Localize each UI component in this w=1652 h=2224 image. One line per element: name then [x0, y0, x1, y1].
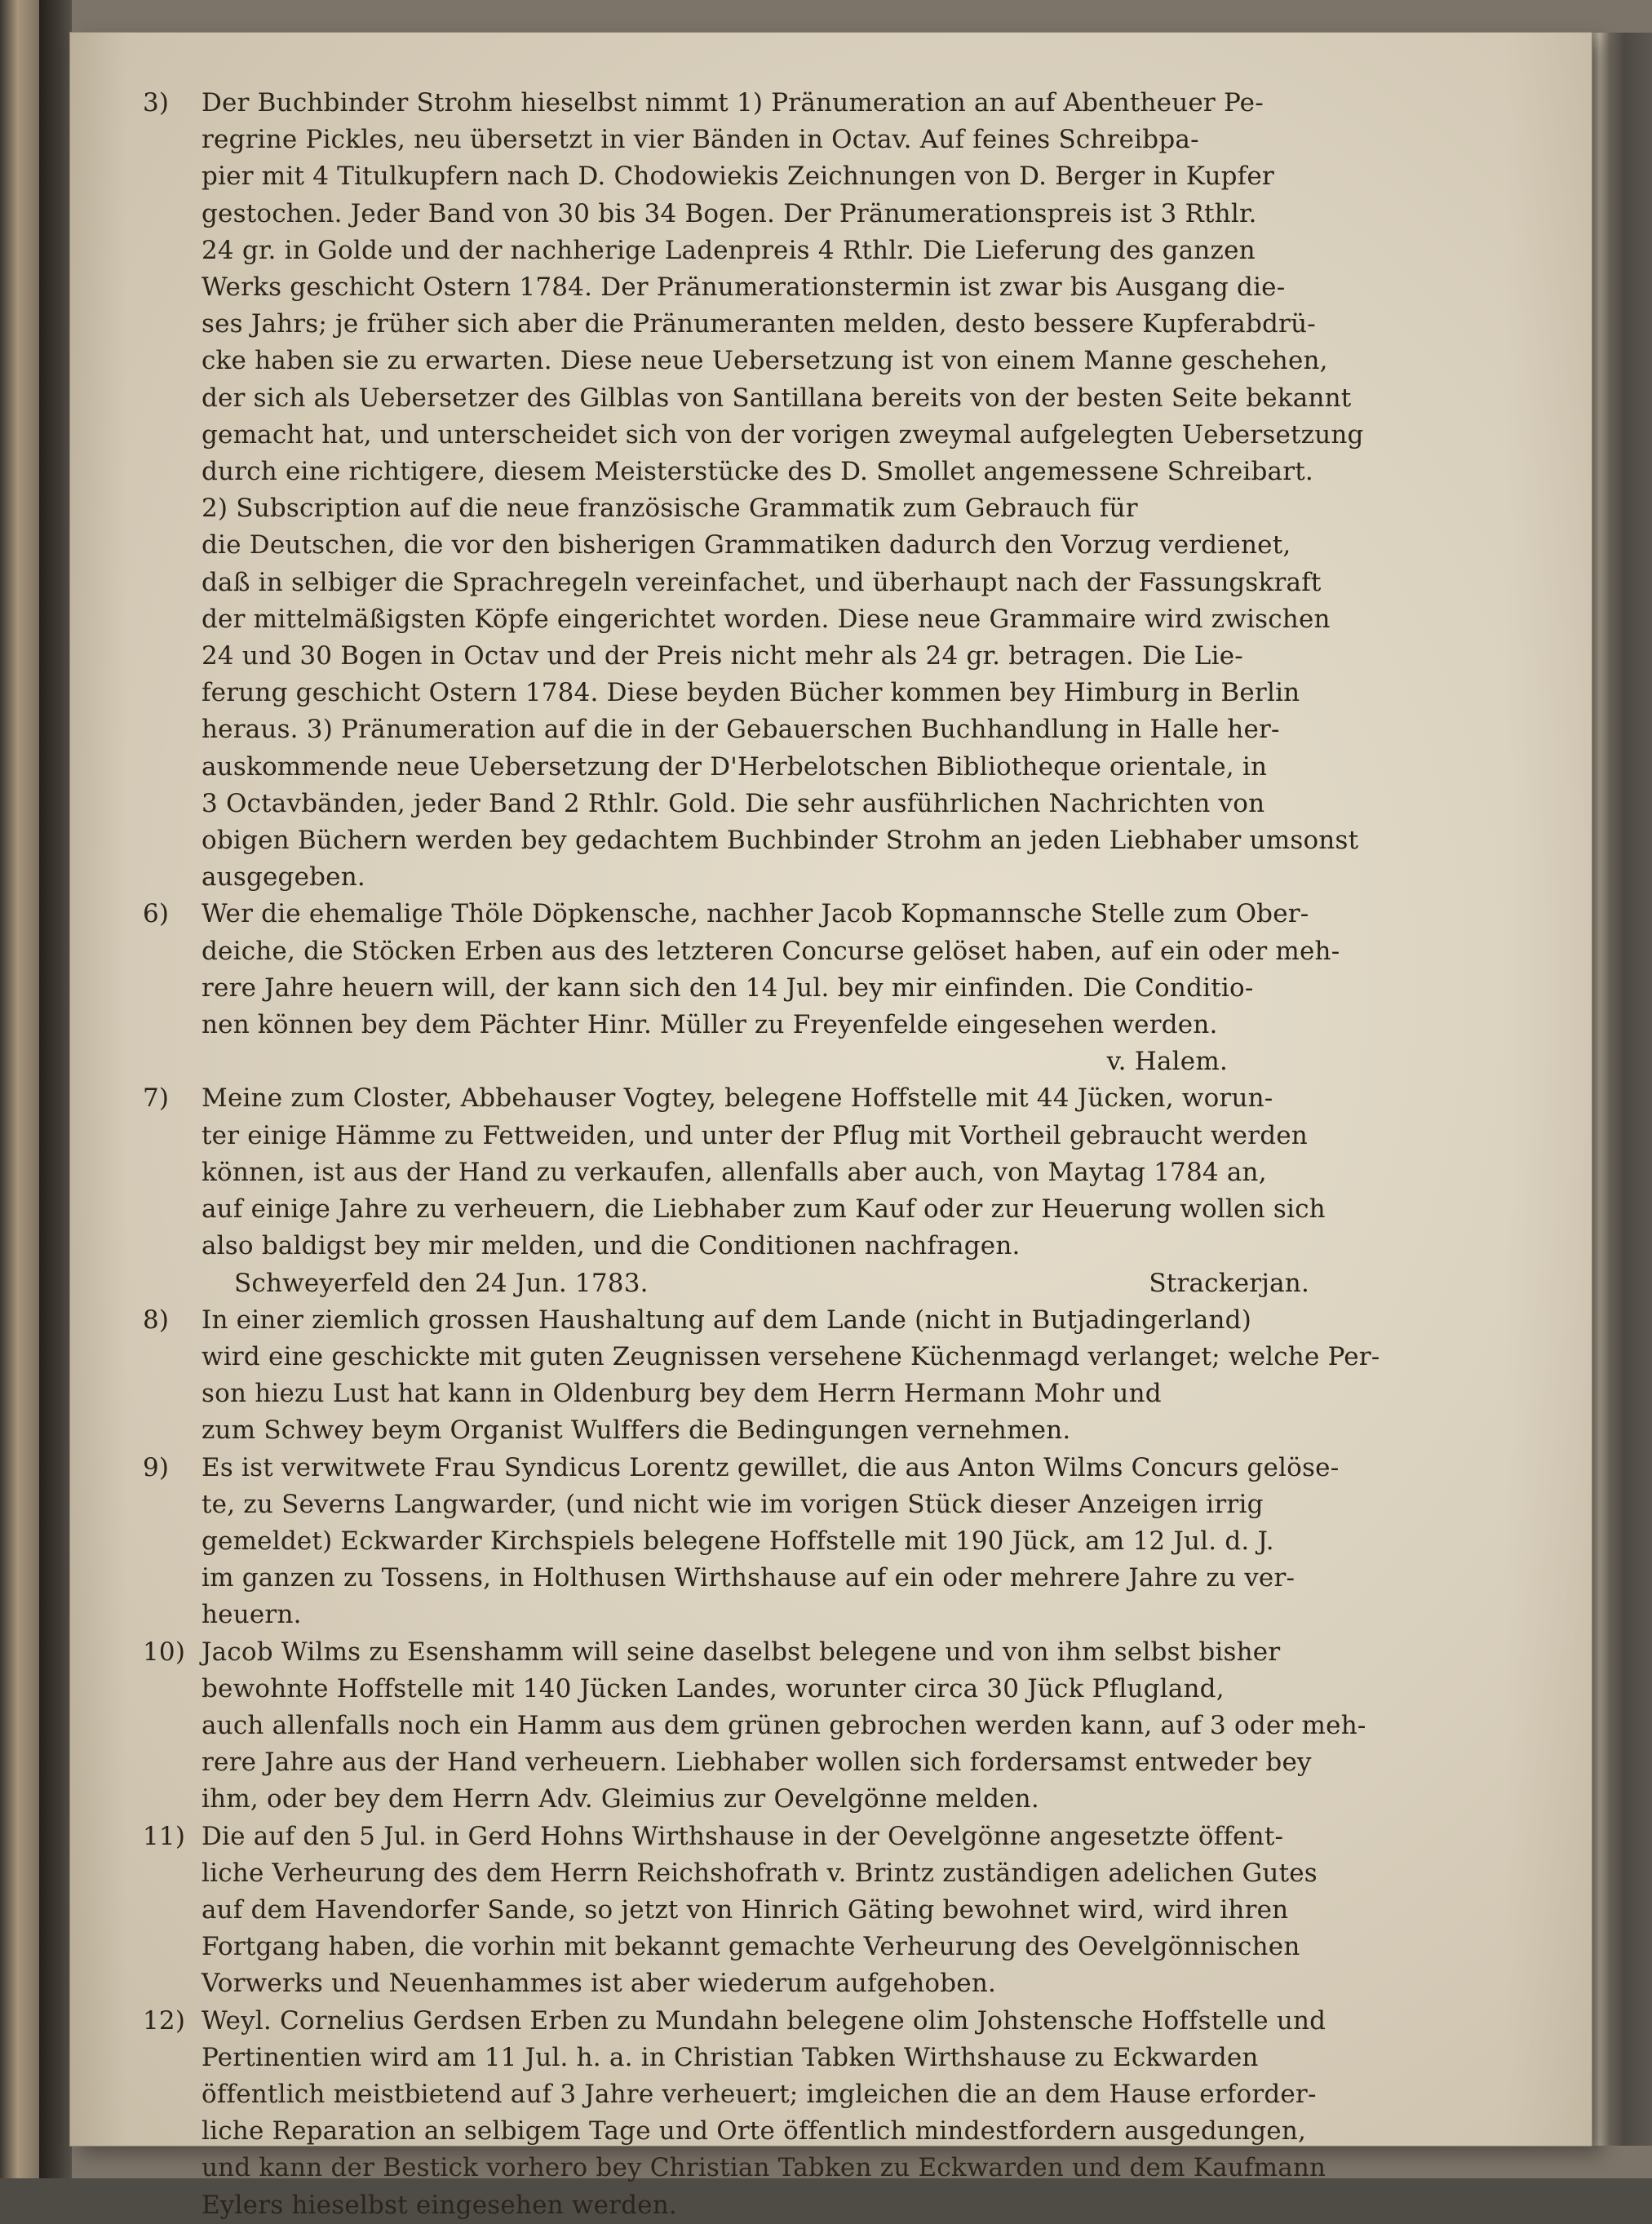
text-line: 3 Octavbänden, jeder Band 2 Rthlr. Gold. Die sehr ausführlichen Nachrichten von [202, 788, 1265, 818]
previous-page-edge [0, 0, 39, 2178]
signature: Strackerjan. [1149, 1268, 1309, 1298]
text-line: bewohnte Hoffstelle mit 140 Jücken Landes, worunter circa 30 Jück Pflugland, [202, 1673, 1225, 1703]
text-line: 2) Subscription auf die neue französische Grammatik zum Gebrauch für [202, 494, 1138, 524]
text-line: Der Buchbinder Strohm hieselbst nimmt 1) Pränumeration an auf Abentheuer Pe- [202, 88, 1264, 117]
page-stack-edge [1592, 33, 1652, 2146]
text-line: nen können bey dem Pächter Hinr. Müller zu Freyenfelde eingesehen werden. [202, 1010, 1218, 1040]
text-line: 24 gr. in Golde und der nachherige Ladenpreis 4 Rthlr. Die Lieferung des ganzen [202, 235, 1256, 265]
text-line: 24 und 30 Bogen in Octav und der Preis nicht mehr als 24 gr. betragen. Die Lie- [202, 641, 1243, 671]
binding-gutter [39, 0, 72, 2178]
entry-number: 9) [143, 1452, 170, 1482]
text-line: gemacht hat, und unterscheidet sich von der vorigen zweymal aufgelegten Uebersetzung [202, 419, 1364, 450]
notice-entry [143, 1302, 1380, 1450]
text-line: ses Jahrs; je früher sich aber die Pränumeranten melden, desto bessere Kupferabdrü- [202, 309, 1316, 339]
text-line: Die auf den 5 Jul. in Gerd Hohns Wirthshause in der Oevelgönne angesetzte öffent- [202, 1821, 1284, 1851]
text-line: ferung geschicht Ostern 1784. Diese beyden Bücher kommen bey Himburg in Berlin [202, 678, 1300, 708]
text-line: also baldigst bey mir melden, und die Conditionen nachfragen. [202, 1231, 1021, 1261]
text-line: durch eine richtigere, diesem Meisterstücke des D. Smollet angemessene Schreibart. [202, 457, 1313, 487]
text-line: In einer ziemlich grossen Haushaltung auf dem Lande (nicht in Butjadingerland) [202, 1305, 1252, 1335]
text-line: heraus. 3) Pränumeration auf die in der Gebauerschen Buchhandlung in Halle her- [202, 715, 1280, 745]
text-line: Vorwerks und Neuenhammes ist aber wiederum aufgehoben. [202, 1969, 997, 1999]
notice-entry [143, 896, 1340, 1080]
text-line: ausgegeben. [202, 862, 365, 893]
text-line: rere Jahre aus der Hand verheuern. Liebhaber wollen sich fordersamst entweder bey [202, 1748, 1312, 1778]
notice-entry [143, 2003, 1326, 2224]
text-line: auf einige Jahre zu verheuern, die Liebhaber zum Kauf oder zur Heuerung wollen sich [202, 1194, 1326, 1225]
notice-entry [143, 1080, 1326, 1301]
text-line: wird eine geschickte mit guten Zeugnissen versehene Küchenmagd verlanget; welche Per- [202, 1341, 1380, 1371]
text-line: cke haben sie zu erwarten. Diese neue Uebersetzung ist von einem Manne geschehen, [202, 346, 1328, 376]
entry-number: 6) [143, 899, 170, 929]
dateline-row [202, 1265, 1326, 1302]
text-line: zum Schwey beym Organist Wulffers die Bedingungen vernehmen. [202, 1415, 1071, 1446]
text-line: te, zu Severns Langwarder, (und nicht wie im vorigen Stück dieser Anzeigen irrig [202, 1489, 1264, 1519]
text-line: der mittelmäßigsten Köpfe eingerichtet worden. Diese neue Grammaire wird zwischen [202, 604, 1331, 634]
text-line: heuern. [202, 1600, 302, 1630]
text-line: Es ist verwitwete Frau Syndicus Lorentz gewillet, die aus Anton Wilms Concurs gelöse- [202, 1452, 1340, 1482]
entry-number: 8) [143, 1305, 170, 1335]
entry-number: 11) [143, 1821, 186, 1851]
entry-number: 12) [143, 2005, 186, 2036]
text-line: liche Verheurung des dem Herrn Reichshofrath v. Brintz zuständigen adelichen Gutes [202, 1858, 1318, 1888]
text-line: obigen Büchern werden bey gedachtem Buchbinder Strohm an jeden Liebhaber umsonst [202, 826, 1359, 856]
notice-entry [143, 1450, 1340, 1634]
text-line: der sich als Uebersetzer des Gilblas von Santillana bereits von der besten Seite bekannt [202, 383, 1352, 413]
notice-entry [143, 1819, 1326, 2003]
entry-number: 7) [143, 1083, 170, 1114]
text-line: Jacob Wilms zu Esenshamm will seine daselbst belegene und von ihm selbst bisher [202, 1637, 1281, 1667]
text-line: Meine zum Closter, Abbehauser Vogtey, belegene Hoffstelle mit 44 Jücken, worun- [202, 1083, 1273, 1114]
text-line: ter einige Hämme zu Fettweiden, und unter der Pflug mit Vortheil gebraucht werden [202, 1120, 1308, 1150]
text-line: son hiezu Lust hat kann in Oldenburg bey dem Herrn Hermann Mohr und [202, 1379, 1162, 1409]
text-line: Wer die ehemalige Thöle Döpkensche, nachher Jacob Kopmannsche Stelle zum Ober- [202, 899, 1309, 929]
text-line: Weyl. Cornelius Gerdsen Erben zu Mundahn belegene olim Johstensche Hoffstelle und [202, 2005, 1326, 2036]
text-line: gestochen. Jeder Band von 30 bis 34 Bogen. Der Pränumerationspreis ist 3 Rthlr. [202, 198, 1257, 228]
text-line: Fortgang haben, die vorhin mit bekannt gemachte Verheurung des Oevelgönnischen [202, 1932, 1300, 1962]
text-line: und kann der Bestick vorhero bey Christian Tabken zu Eckwarden und dem Kaufmann [202, 2153, 1326, 2183]
text-line: auch allenfalls noch ein Hamm aus dem grünen gebrochen werden kann, auf 3 oder meh- [202, 1710, 1366, 1740]
notice-entry [143, 85, 1364, 896]
text-line: Eylers hieselbst eingesehen werden. [202, 2190, 677, 2220]
text-line: liche Reparation an selbigem Tage und Orte öffentlich mindestfordern ausgedungen, [202, 2116, 1307, 2146]
text-line: die Deutschen, die vor den bisherigen Grammatiken dadurch den Vorzug verdienet, [202, 530, 1291, 560]
entry-number: 10) [143, 1637, 186, 1667]
text-line: Pertinentien wird am 11 Jul. h. a. in Christian Tabken Wirthshause zu Eckwarden [202, 2042, 1259, 2072]
text-line: können, ist aus der Hand zu verkaufen, allenfalls aber auch, von Maytag 1784 an, [202, 1157, 1267, 1187]
notice-text-block [143, 85, 1380, 2224]
text-line: im ganzen zu Tossens, in Holthusen Wirthshause auf ein oder mehrere Jahre zu ver- [202, 1563, 1295, 1593]
text-line: pier mit 4 Titulkupfern nach D. Chodowiekis Zeichnungen von D. Berger in Kupfer [202, 162, 1274, 192]
text-line: gemeldet) Eckwarder Kirchspiels belegene Hoffstelle mit 190 Jück, am 12 Jul. d. J. [202, 1526, 1274, 1556]
text-line: Werks geschicht Ostern 1784. Der Pränumerationstermin ist zwar bis Ausgang die- [202, 272, 1286, 303]
signature: v. Halem. [1106, 1047, 1228, 1077]
text-line: auf dem Havendorfer Sande, so jetzt von Hinrich Gäting bewohnet wird, wird ihren [202, 1894, 1289, 1925]
text-line: öffentlich meistbietend auf 3 Jahre verheuert; imgleichen die an dem Hause erforder- [202, 2079, 1317, 2109]
text-line: ihm, oder bey dem Herrn Adv. Gleimius zur Oevelgönne melden. [202, 1784, 1039, 1814]
text-line: auskommende neue Uebersetzung der D'Herbelotschen Bibliotheque orientale, in [202, 751, 1268, 782]
place-date: Schweyerfeld den 24 Jun. 1783. [234, 1268, 649, 1298]
text-line: daß in selbiger die Sprachregeln vereinfachet, und überhaupt nach der Fassungskraft [202, 567, 1322, 597]
text-line: regrine Pickles, neu übersetzt in vier Bänden in Octav. Auf feines Schreibpa- [202, 125, 1199, 155]
notice-entry [143, 1634, 1366, 1819]
entry-number: 3) [143, 88, 170, 117]
text-line: rere Jahre heuern will, der kann sich den 14 Jul. bey mir einfinden. Die Conditio- [202, 972, 1254, 1003]
text-line: deiche, die Stöcken Erben aus des letzteren Concurse gelöset haben, auf ein oder meh- [202, 936, 1340, 966]
